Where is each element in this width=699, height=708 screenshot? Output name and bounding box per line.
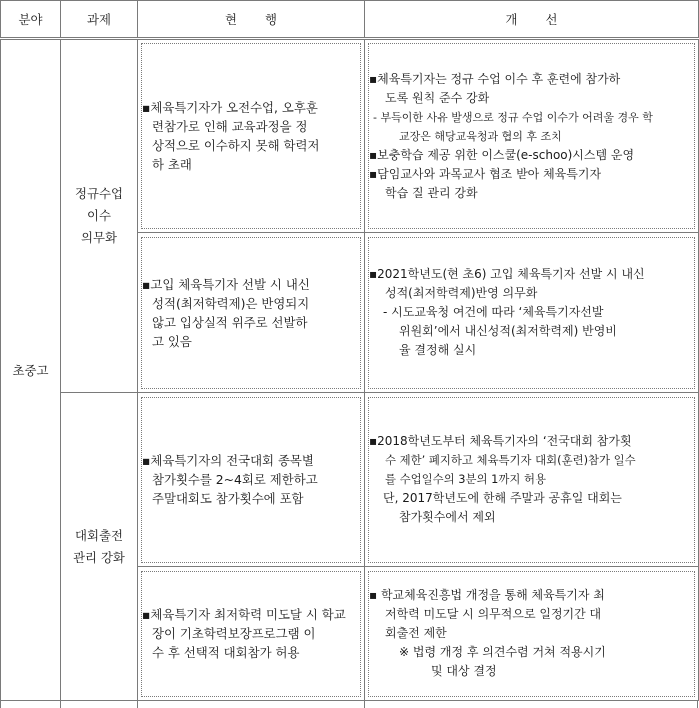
header-task: 과제 <box>61 1 138 39</box>
improvement-box <box>368 571 695 697</box>
current-line: 장이 기초학력보장프로그램 이 <box>152 626 316 641</box>
improvement-box <box>368 237 695 389</box>
improvement-line: 교장은 해당교육청과 협의 후 조치 <box>399 129 562 143</box>
current-line: ▪체육특기자가 오전수업, 오후훈 <box>142 100 318 115</box>
header-current <box>138 1 365 39</box>
improvement-line: 성적(최저학력제)반영 의무화 <box>385 286 538 300</box>
improvement-line: 위원회’에서 내신성적(최저학력제) 반영비 <box>399 324 617 338</box>
improvement-line: 회출전 제한 <box>385 626 447 640</box>
table-header-row <box>1 1 699 39</box>
improvement-line: ▪2018학년도부터 체육특기자의 ‘전국대회 참가횟 <box>369 434 632 448</box>
task-cell-competition <box>61 393 138 701</box>
task-line: 대회출전 <box>75 527 123 543</box>
current-box <box>141 571 361 697</box>
column-rule <box>697 700 698 708</box>
category-cell: 초중고 <box>1 39 61 701</box>
table-continuation <box>0 700 698 708</box>
improvement-line: ※ 법령 개정 후 의견수렴 거쳐 적용시기 <box>399 645 606 659</box>
improvement-line: 참가횟수에서 제외 <box>399 510 496 524</box>
improvement-line: 및 대상 결정 <box>431 664 497 678</box>
current-line: 련참가로 인해 교육과정을 정 <box>152 119 308 134</box>
improvement-line: ▪보충학습 제공 위한 이스쿨(e-schoo)시스템 운영 <box>369 147 635 162</box>
improvement-line: ▪체육특기자는 정규 수업 이수 후 훈련에 참가하 <box>369 71 621 86</box>
improvement-line: - 부득이한 사유 발생으로 정규 수업 이수가 어려울 경우 학 <box>373 110 653 124</box>
current-line: ▪고입 체육특기자 선발 시 내신 <box>142 276 310 292</box>
header-improvement-label: 개 선 <box>505 11 570 27</box>
table-row <box>1 393 699 567</box>
table-row <box>1 39 699 233</box>
task-line: 의무화 <box>81 230 117 245</box>
current-line: 참가횟수를 2~4회로 제한하고 <box>152 472 318 487</box>
task-line: 정규수업 <box>75 186 123 201</box>
current-line: 하 초래 <box>152 157 192 172</box>
column-rule <box>137 700 138 708</box>
current-box <box>141 237 361 389</box>
improvement-line: 도록 원칙 준수 강화 <box>385 90 490 105</box>
task-cell-regular-class <box>61 39 138 393</box>
current-box <box>141 397 361 563</box>
current-line: 성적(최저학력제)은 반영되지 <box>152 295 310 311</box>
improvement-cell <box>365 567 699 701</box>
improvement-line: 단, 2017학년도에 한해 주말과 공휴일 대회는 <box>383 491 622 505</box>
current-cell <box>138 567 365 701</box>
current-box <box>141 43 361 229</box>
current-line: 고 있음 <box>152 333 192 349</box>
improvement-line: ▪담임교사와 과목교사 협조 받아 체육특기자 <box>369 166 602 181</box>
current-line: ▪체육특기자 최저학력 미도달 시 학교 <box>142 607 346 622</box>
header-field: 분야 <box>1 1 61 39</box>
current-line: 상적으로 이수하지 못해 학력저 <box>152 138 320 153</box>
improvement-line: 율 결정해 실시 <box>399 343 477 357</box>
current-line: 수 후 선택적 대회참가 허용 <box>152 645 300 660</box>
task-line: 관리 강화 <box>73 549 125 565</box>
improvement-line: 수 제한’ 폐지하고 체육특기자 대회(훈련)참가 일수 <box>385 453 636 467</box>
improvement-line: 학습 질 관리 강화 <box>385 185 478 200</box>
improvement-cell <box>365 393 699 567</box>
improvement-cell <box>365 233 699 393</box>
improvement-line: ▪ 학교체육진흥법 개정을 통해 체육특기자 최 <box>369 588 605 602</box>
column-rule <box>364 700 365 708</box>
improvement-line: - 시도교육청 여건에 따라 ‘체육특기자선발 <box>383 305 604 319</box>
column-rule <box>60 700 61 708</box>
improvement-box <box>368 397 695 563</box>
header-current-label: 현 행 <box>225 11 289 27</box>
improvement-line: 를 수업일수의 3분의 1까지 허용 <box>385 472 547 486</box>
current-line: 주말대회도 참가횟수에 포함 <box>152 491 304 506</box>
current-line: ▪체육특기자의 전국대회 종목별 <box>142 453 314 468</box>
current-cell <box>138 233 365 393</box>
current-line: 않고 입상실적 위주로 선발하 <box>152 314 308 330</box>
improvement-line: 저학력 미도달 시 의무적으로 일정기간 대 <box>385 607 602 621</box>
improvement-cell <box>365 39 699 233</box>
header-improvement <box>365 1 699 39</box>
current-cell <box>138 39 365 233</box>
column-rule <box>0 700 1 708</box>
improvement-box <box>368 43 695 229</box>
improvement-line: ▪2021학년도(현 초6) 고입 체육특기자 선발 시 내신 <box>369 267 645 281</box>
current-cell <box>138 393 365 567</box>
task-line: 이수 <box>87 208 111 223</box>
